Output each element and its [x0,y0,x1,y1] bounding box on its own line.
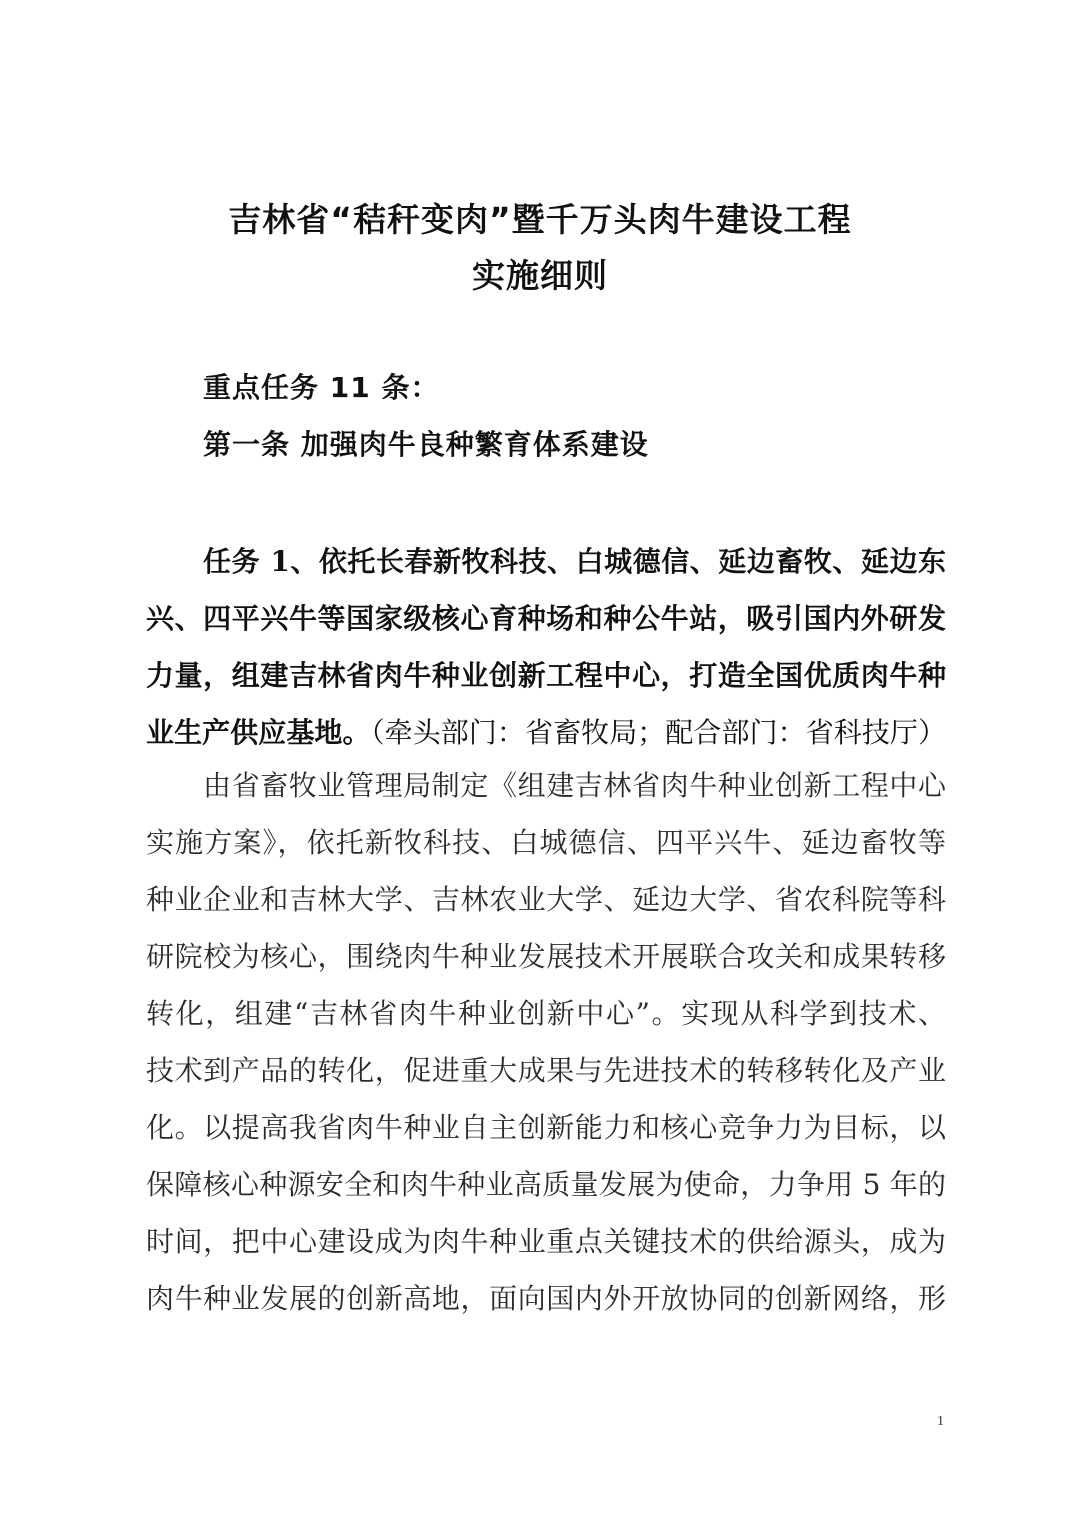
body-line-6: 技术到产品的转化，促进重大成果与先进技术的转移转化及产业 [146,1054,946,1087]
body-line-8: 保障核心种源安全和肉牛种业高质量发展为使命，力争用 5 年的 [146,1168,946,1201]
task-1-line-1: 任务 1、依托长春新牧科技、白城德信、延边畜牧、延边东 [203,545,946,578]
body-line-4: 研院校为核心，围绕肉牛种业发展技术开展联合攻关和成果转移 [146,940,946,973]
task-1-line-3: 力量，组建吉林省肉牛种业创新工程中心，打造全国优质肉牛种 [146,659,946,692]
body-line-9: 时间，把中心建设成为肉牛种业重点关键技术的供给源头，成为 [146,1225,946,1258]
task-1-paragraph [146,533,946,761]
task-1-line-2: 兴、四平兴牛等国家级核心育种场和种公牛站，吸引国内外研发 [146,602,946,635]
body-line-10: 肉牛种业发展的创新高地，面向国内外开放协同的创新网络，形 [146,1282,946,1315]
page-number: 1 [937,1414,944,1429]
body-line-7: 化。以提高我省肉牛种业自主创新能力和核心竞争力为目标，以 [146,1111,946,1144]
body-line-5: 转化，组建“吉林省肉牛种业创新中心”。实现从科学到技术、 [146,997,946,1030]
body-line-3: 种业企业和吉林大学、吉林农业大学、延边大学、省农科院等科 [146,883,946,916]
article-1-heading: 第一条 加强肉牛良种繁育体系建设 [203,428,649,461]
body-line-2: 实施方案》，依托新牧科技、白城德信、四平兴牛、延边畜牧等 [146,826,946,859]
body-paragraph [146,757,946,1327]
title-line-1: 吉林省“秸秆变肉”暨千万头肉牛建设工程 [228,200,852,239]
document-title [0,192,1080,304]
task-1-line-4 [146,704,946,761]
body-line-1: 由省畜牧业管理局制定《组建吉林省肉牛种业创新工程中心 [203,769,946,802]
task-1-closing-text: 业生产供应基地。 [146,716,371,749]
title-line-2: 实施细则 [472,256,608,295]
task-1-department-note: （牵头部门：省畜牧局；配合部门：省科技厅） [370,716,946,749]
key-tasks-heading: 重点任务 11 条： [203,371,440,404]
